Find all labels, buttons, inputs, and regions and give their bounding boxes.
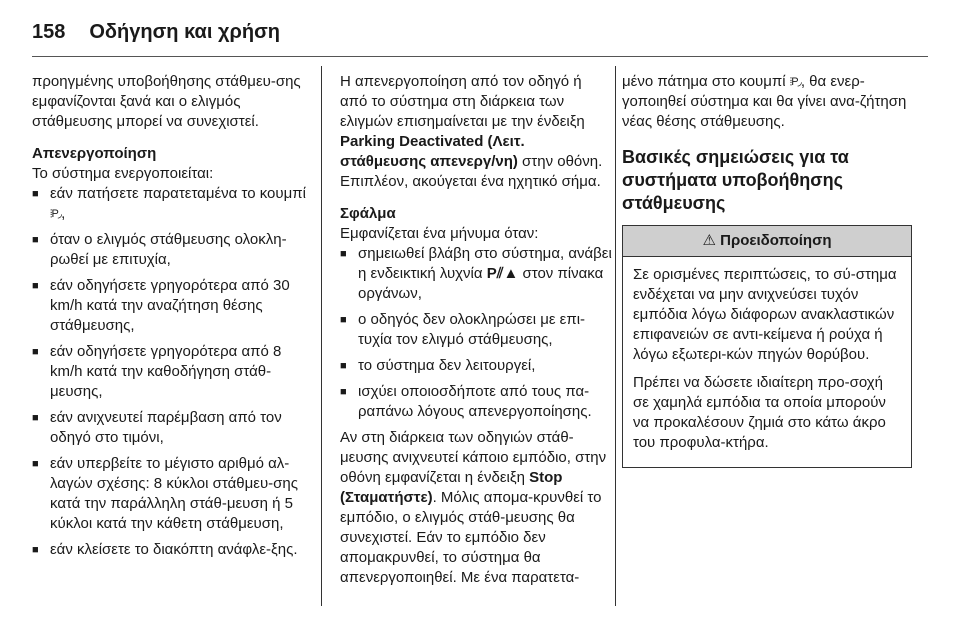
- fault-list: [340, 244, 612, 422]
- warning-triangle-icon: ⚠: [702, 232, 716, 249]
- warning-header: [623, 226, 911, 257]
- list-item: ■ ο οδηγός δεν ολοκληρώσει με επι-τυχία τον ελιγμό στάθμευσης,: [340, 310, 612, 350]
- list-item: ■ εάν οδηγήσετε γρηγορότερα από 30 km/h κατά την αναζήτηση θέσης στάθμευσης,: [32, 276, 312, 336]
- deactivation-list: [32, 184, 312, 560]
- section-title-deactivation: Απενεργοποίηση: [32, 145, 157, 162]
- column-divider-2: [615, 66, 616, 606]
- park-assist-button-icon: ⦙P◞: [789, 76, 801, 88]
- list-item: ■ όταν ο ελιγμός στάθμευσης ολοκλη-ρωθεί με επιτυχία,: [32, 230, 312, 270]
- list-item: ■ εάν κλείσετε το διακόπτη ανάφλε-ξης.: [32, 540, 312, 560]
- continuation-paragraph: μένο πάτημα στο κουμπί ⦙P◞, θα ενερ-γοποιηθεί σύστημα και θα γίνει ανα-ζήτηση νέας θέσης στάθμευσης.: [622, 73, 907, 130]
- deactivation-paragraph: Η απενεργοποίηση από τον οδηγό ή από το σύστημα στη διάρκεια των ελιγμών επισημαίνεται με την ένδειξη Parking Deactivated (Λειτ. στάθμευσης απενεργ/νη) στην οθόνη. Επιπλέον, ακούγεται ένα ηχητικό σήμα.: [340, 73, 603, 190]
- column-divider-1: [321, 66, 322, 606]
- header-rule: [32, 56, 928, 57]
- column-1: [32, 72, 312, 566]
- section-intro: Εμφανίζεται ένα μήνυμα όταν:: [340, 225, 539, 242]
- intro-paragraph: προηγμένης υποβοήθησης στάθμευ-σης εμφανίζονται ξανά και ο ελιγμός στάθμευσης μπορεί να συνεχιστεί.: [32, 73, 301, 130]
- parking-sensor-lamp-icon: P⫽▲: [486, 265, 519, 282]
- warning-body: [623, 257, 911, 467]
- list-item: ■ εάν πατήσετε παρατεταμένα το κουμπί ⦙P◞,: [32, 184, 312, 224]
- warning-paragraph: Σε ορισμένες περιπτώσεις, το σύ-στημα ενδέχεται να μην ανιχνεύσει τυχόν εμπόδια λόγω διάφορων ανακλαστικών επιφανειών σε αντι-κείμενα ή ρούχα ή λόγω εξωτερι-κών πηγών θορύβου.: [633, 266, 897, 363]
- list-item: ■ εάν ανιχνευτεί παρέμβαση από τον οδηγό στο τιμόνι,: [32, 408, 312, 448]
- list-item: ■ εάν υπερβείτε το μέγιστο αριθμό αλ-λαγών σχέσης: 8 κύκλοι στάθμευ-σης κατά την παράλληλη στάθ-μευση ή 5 κύκλοι κατά την κάθετη στάθμευση,: [32, 454, 312, 534]
- section-title-fault: Σφάλμα: [340, 205, 396, 222]
- column-2: [340, 72, 612, 600]
- park-assist-button-icon: ⦙P◞: [50, 208, 62, 220]
- stop-message: Stop (Σταματήστε): [340, 469, 563, 506]
- page-number: 158: [32, 20, 66, 43]
- list-item: ■ ισχύει οποιοσδήποτε από τους πα-ραπάνω λόγους απενεργοποίησης.: [340, 382, 612, 422]
- obstacle-paragraph: Αν στη διάρκεια των οδηγιών στάθ-μευσης ανιχνευτεί κάποιο εμπόδιο, στην οθόνη εμφανίζεται η ένδειξη Stop (Σταματήστε). Μόλις απομα-κρυνθεί το εμπόδιο, ο ελιγμός στάθ-μευσης θα συνεχιστεί. Εάν το εμπόδιο δεν απομακρυνθεί, το σύστημα θα απενεργοποιηθεί. Με ένα παρατετα-: [340, 429, 607, 586]
- list-item: ■ το σύστημα δεν λειτουργεί,: [340, 356, 612, 376]
- column-3: [622, 72, 912, 468]
- warning-box: [622, 225, 912, 468]
- section-heading: Βασικές σημειώσεις για τα συστήματα υποβοήθησης στάθμευσης: [622, 147, 849, 213]
- warning-title: Προειδοποίηση: [720, 232, 832, 249]
- list-item: ■ σημειωθεί βλάβη στο σύστημα, ανάβει η ενδεικτική λυχνία P⫽▲ στον πίνακα οργάνων,: [340, 244, 612, 304]
- page-header: [32, 12, 280, 52]
- deactivated-message: Parking Deactivated (Λειτ. στάθμευσης απενεργ/νη): [340, 133, 525, 170]
- warning-paragraph: Πρέπει να δώσετε ιδιαίτερη προ-σοχή σε χαμηλά εμπόδια τα οποία μπορούν να προκαλέσουν ζημιά στο κάτω άκρο του προφυλα-κτήρα.: [633, 374, 886, 451]
- list-item: ■ εάν οδηγήσετε γρηγορότερα από 8 km/h κατά την καθοδήγηση στάθ-μευσης,: [32, 342, 312, 402]
- section-intro: Το σύστημα ενεργοποιείται:: [32, 165, 214, 182]
- page-title: Οδήγηση και χρήση: [89, 20, 280, 43]
